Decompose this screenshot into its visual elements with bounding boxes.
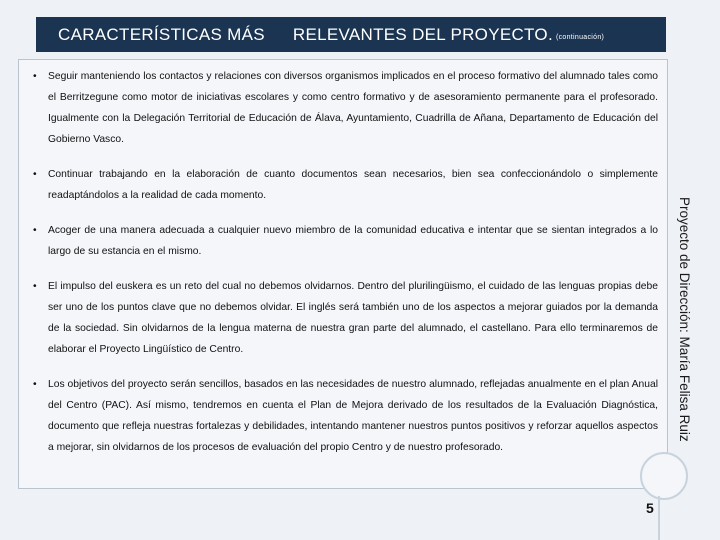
bullet-item bbox=[28, 66, 658, 150]
bullet-icon: • bbox=[33, 379, 37, 390]
bullet-item bbox=[28, 276, 658, 360]
title-continuation: (continuación) bbox=[555, 34, 605, 41]
bullet-text: Los objetivos del proyecto serán sencillos, basados en las necesidades de nuestro alumnado, reflejadas anualmente en el plan Anual del Centro (PAC). Así mismo, tendremos en cuenta el Plan de Mejora derivado de los resultados de la Evaluación Diagnóstica, documento que refleja nuestras fortalezas y debilidades, intentando mantener nuestros puntos positivos y reforzar aquellos aspectos a mejorar, sin olvidarnos de los procesos de evaluación del propio Centro y de nuestro profesorado. bbox=[48, 379, 658, 453]
bullet-icon: • bbox=[33, 225, 37, 236]
corner-decoration bbox=[640, 452, 688, 500]
title-part-2: RELEVANTES DEL PROYECTO. bbox=[292, 24, 553, 44]
bullet-item bbox=[28, 164, 658, 206]
author-sidebar-text: Proyecto de Dirección: María Felisa Ruiz bbox=[677, 197, 692, 442]
bullet-text: Continuar trabajando en la elaboración de cuanto documentos sean necesarios, bien sea confeccionándolo o simplemente readaptándolos a la realidad de cada momento. bbox=[48, 169, 658, 201]
title-bar bbox=[36, 17, 666, 52]
title-part-1: CARACTERÍSTICAS MÁS bbox=[58, 24, 265, 44]
bullet-text: Acoger de una manera adecuada a cualquier nuevo miembro de la comunidad educativa e intentar que se sientan integrados a lo largo de su estancia en el mismo. bbox=[48, 225, 658, 257]
bullet-item bbox=[28, 374, 658, 458]
bullet-icon: • bbox=[33, 169, 37, 180]
bullet-text: Seguir manteniendo los contactos y relaciones con diversos organismos implicados en el proceso formativo del alumnado tales como el Berritzegune como motor de iniciativas escolares y como centro formativo y de asesoramiento permanente para el profesorado. Igualmente con la Delegación Territorial de Educación de Álava, Ayuntamiento, Cuadrilla de Añana, Departamento de Educación del Gobierno Vasco. bbox=[48, 71, 658, 145]
bullet-icon: • bbox=[33, 71, 37, 82]
page-number: 5 bbox=[646, 500, 654, 516]
bullet-list bbox=[28, 66, 658, 472]
bullet-text: El impulso del euskera es un reto del cual no debemos olvidarnos. Dentro del plurilingüismo, el cuidado de las lenguas propias debe ser uno de los puntos clave que no debemos olvidar. El inglés será también uno de los aspectos a mejorar guiados por la demanda de la sociedad. Sin olvidarnos de la lengua materna de nuestra gran parte del alumnado, el castellano. Para ello terminaremos de elaborar el Proyecto Lingüístico de Centro. bbox=[48, 281, 658, 355]
corner-decoration-line bbox=[658, 496, 660, 540]
bullet-icon: • bbox=[33, 281, 37, 292]
bullet-item bbox=[28, 220, 658, 262]
